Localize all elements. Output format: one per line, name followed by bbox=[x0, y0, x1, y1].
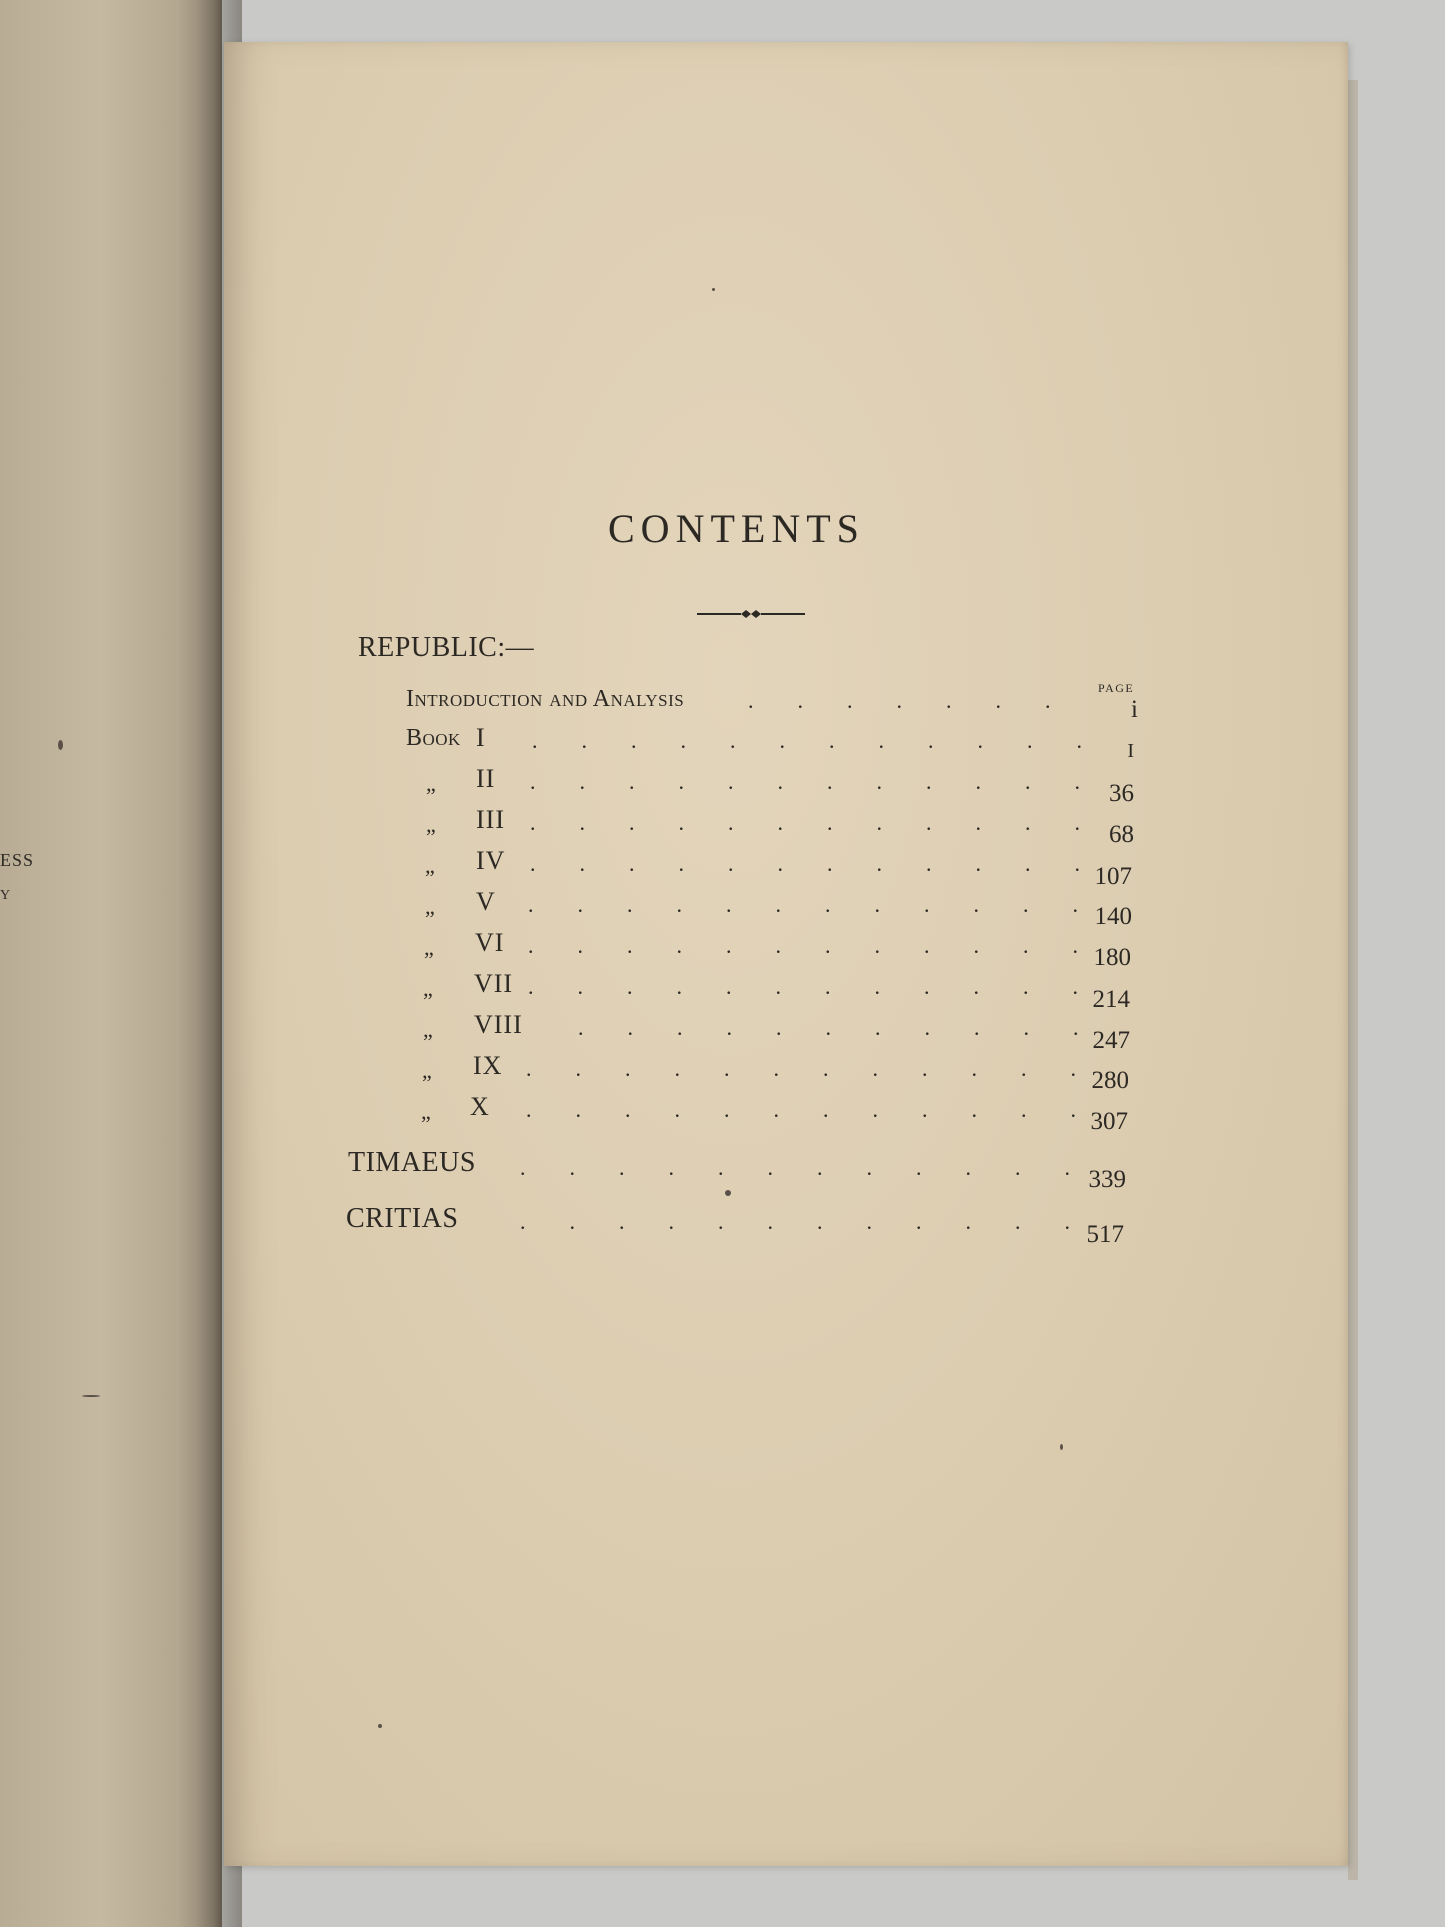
ditto-mark: „ bbox=[423, 1017, 433, 1042]
book-numeral: VIII bbox=[474, 1010, 523, 1039]
page-column-label: PAGE bbox=[1098, 681, 1135, 695]
book-numeral: VII bbox=[474, 969, 514, 998]
critias-page-number: 517 bbox=[1086, 1221, 1124, 1248]
leader-dots: . . . . . . . . . . . . bbox=[526, 1056, 1076, 1081]
timaeus-page-number: 339 bbox=[1088, 1166, 1126, 1193]
book-numeral: V bbox=[476, 887, 496, 916]
critias-entry-label: CRITIAS bbox=[346, 1203, 459, 1234]
paper-speck bbox=[725, 1190, 731, 1196]
paper-speck bbox=[58, 740, 63, 750]
book-numeral: III bbox=[476, 805, 505, 834]
republic-heading: REPUBLIC:— bbox=[358, 632, 535, 663]
book-page-number: I bbox=[1127, 740, 1134, 762]
book-numeral: I bbox=[476, 723, 486, 752]
book-page-number: 280 bbox=[1091, 1067, 1129, 1094]
leader-dots: . . . . . . . . . . . bbox=[578, 1015, 1079, 1040]
ditto-mark: „ bbox=[424, 935, 434, 960]
book-numeral: X bbox=[470, 1092, 490, 1121]
book-page-number: 307 bbox=[1090, 1108, 1128, 1135]
paper-speck bbox=[1060, 1444, 1063, 1450]
book-page-number: 180 bbox=[1093, 944, 1131, 971]
ditto-mark: „ bbox=[426, 812, 436, 837]
leader-dots: . . . . . . . . . . . . bbox=[528, 892, 1078, 917]
ornamental-rule bbox=[697, 607, 805, 621]
book-page-number: 247 bbox=[1092, 1027, 1130, 1054]
leader-dots: . . . . . . . . . . . . bbox=[530, 851, 1080, 876]
page-block-edge bbox=[1348, 80, 1358, 1880]
book-page-number: 140 bbox=[1094, 903, 1132, 930]
leader-dots: . . . . . . . . . . . . bbox=[528, 933, 1078, 958]
book-prefix: Book bbox=[406, 725, 461, 751]
ditto-mark: „ bbox=[421, 1099, 431, 1124]
left-page-bleed-text-1: ESS bbox=[0, 850, 35, 870]
paper-speck bbox=[378, 1724, 382, 1728]
book-numeral: IX bbox=[473, 1051, 503, 1080]
ditto-mark: „ bbox=[423, 976, 433, 1001]
leader-dots: . . . . . . . . . . . . bbox=[526, 1097, 1076, 1122]
book-page-number: 68 bbox=[1109, 821, 1134, 848]
leader-dots: . . . . . . . . . . . . bbox=[520, 1155, 1070, 1180]
book-page-number: 107 bbox=[1094, 863, 1132, 890]
ditto-mark: „ bbox=[425, 853, 435, 878]
leader-dots: . . . . . . . bbox=[748, 688, 1051, 713]
page-title: CONTENTS bbox=[608, 506, 865, 551]
leader-dots: . . . . . . . . . . . . bbox=[532, 728, 1082, 753]
book-page-number: 36 bbox=[1109, 780, 1134, 807]
ditto-mark: „ bbox=[422, 1058, 432, 1083]
ditto-mark: „ bbox=[426, 771, 436, 796]
timaeus-entry-label: TIMAEUS bbox=[348, 1147, 476, 1178]
paper-speck bbox=[712, 288, 715, 291]
introduction-entry-label: Introduction and Analysis bbox=[406, 686, 685, 712]
left-page-bleed-text-2: Y bbox=[0, 888, 12, 903]
leader-dots: . . . . . . . . . . . . bbox=[530, 769, 1080, 794]
leader-dots: . . . . . . . . . . . . bbox=[520, 1209, 1070, 1234]
leader-dots: . . . . . . . . . . . . bbox=[530, 810, 1080, 835]
book-page-number: 214 bbox=[1092, 986, 1130, 1013]
paper-speck bbox=[82, 1395, 100, 1397]
book-numeral: IV bbox=[476, 846, 506, 875]
left-facing-page bbox=[0, 0, 222, 1927]
leader-dots: . . . . . . . . . . . . bbox=[528, 974, 1078, 999]
book-numeral: VI bbox=[475, 928, 505, 957]
introduction-page-number: i bbox=[1131, 696, 1138, 723]
book-numeral: II bbox=[476, 764, 496, 793]
ditto-mark: „ bbox=[425, 894, 435, 919]
